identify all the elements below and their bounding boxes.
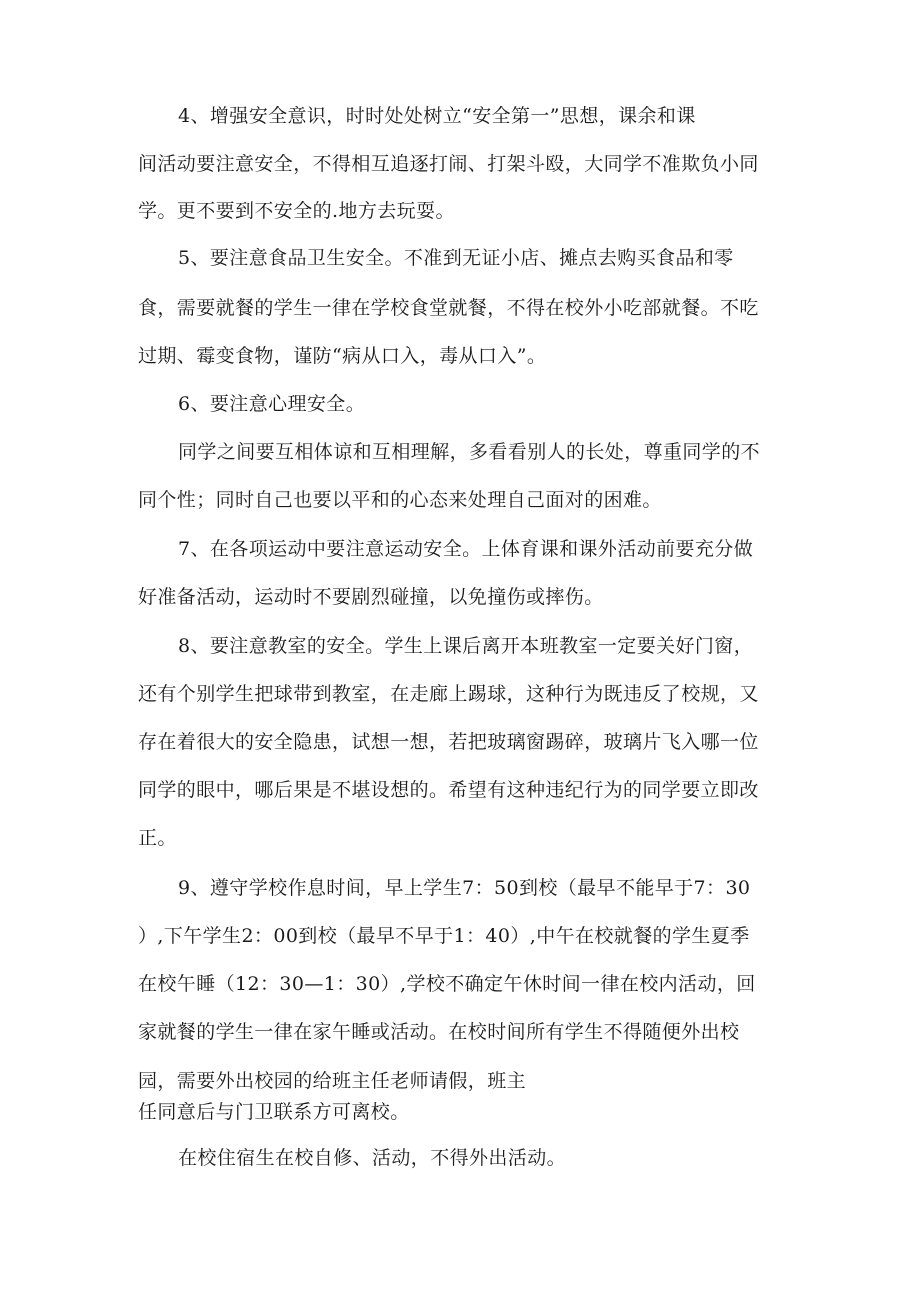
paragraph-5-line-1: 5、要注意食品卫生安全。不准到无证小店、摊点去购买食品和零 (178, 247, 734, 269)
paragraph-5-line-3: 过期、霉变食物，谨防“病从口入，毒从口入”。 (138, 345, 547, 367)
paragraph-9-line-3: 在校午睡（12：30—1：30）,学校不确定午休时间一律在校内活动，回 (138, 973, 756, 995)
paragraph-9-line-1: 9、遵守学校作息时间，早上学生7：50到校（最早不能早于7：30 (178, 877, 751, 899)
paragraph-6-heading: 6、要注意心理安全。 (178, 393, 366, 415)
paragraph-8-line-2: 还有个别学生把球带到教室，在走廊上踢球，这种行为既违反了校规，又 (138, 683, 759, 705)
paragraph-4-line-3: 学。更不要到不安全的.地方去玩耍。 (138, 200, 455, 222)
paragraph-8-line-1: 8、要注意教室的安全。学生上课后离开本班教室一定要关好门窗， (178, 635, 754, 657)
paragraph-9-line-4: 家就餐的学生一律在家午睡或活动。在校时间所有学生不得随便外出校 (138, 1021, 740, 1043)
paragraph-6-body-line-1: 同学之间要互相体谅和互相理解，多看看别人的长处，尊重同学的不 (178, 441, 761, 463)
paragraph-9-line-5: 园，需要外出校园的给班主任老师请假，班主 (138, 1070, 527, 1092)
paragraph-4-line-1: 4、增强安全意识，时时处处树立“安全第一”思想，课余和课 (178, 105, 696, 127)
paragraph-8-line-5: 正。 (138, 827, 177, 849)
paragraph-8-line-3: 存在着很大的安全隐患，试想一想，若把玻璃窗踢碎，玻璃片飞入哪一位 (138, 731, 759, 753)
paragraph-9-line-2: ）,下午学生2：00到校（最早不早于1：40）,中午在校就餐的学生夏季 (138, 925, 750, 947)
paragraph-5-line-2: 食，需要就餐的学生一律在学校食堂就餐，不得在校外小吃部就餐。不吃 (138, 297, 759, 319)
paragraph-9-line-6: 任同意后与门卫联系方可离校。 (138, 1101, 410, 1123)
paragraph-7-line-2: 好准备活动，运动时不要剧烈碰撞，以免撞伤或摔伤。 (138, 586, 604, 608)
paragraph-10-line-1: 在校住宿生在校自修、活动，不得外出活动。 (178, 1147, 567, 1169)
paragraph-7-line-1: 7、在各项运动中要注意运动安全。上体育课和课外活动前要充分做 (178, 538, 754, 560)
paragraph-4-line-2: 间活动要注意安全，不得相互追逐打闹、打架斗殴，大同学不准欺负小同 (138, 153, 759, 175)
paragraph-6-body-line-2: 同个性；同时自己也要以平和的心态来处理自己面对的困难。 (138, 489, 662, 511)
paragraph-8-line-4: 同学的眼中，哪后果是不堪设想的。希望有这种违纪行为的同学要立即改 (138, 779, 759, 801)
